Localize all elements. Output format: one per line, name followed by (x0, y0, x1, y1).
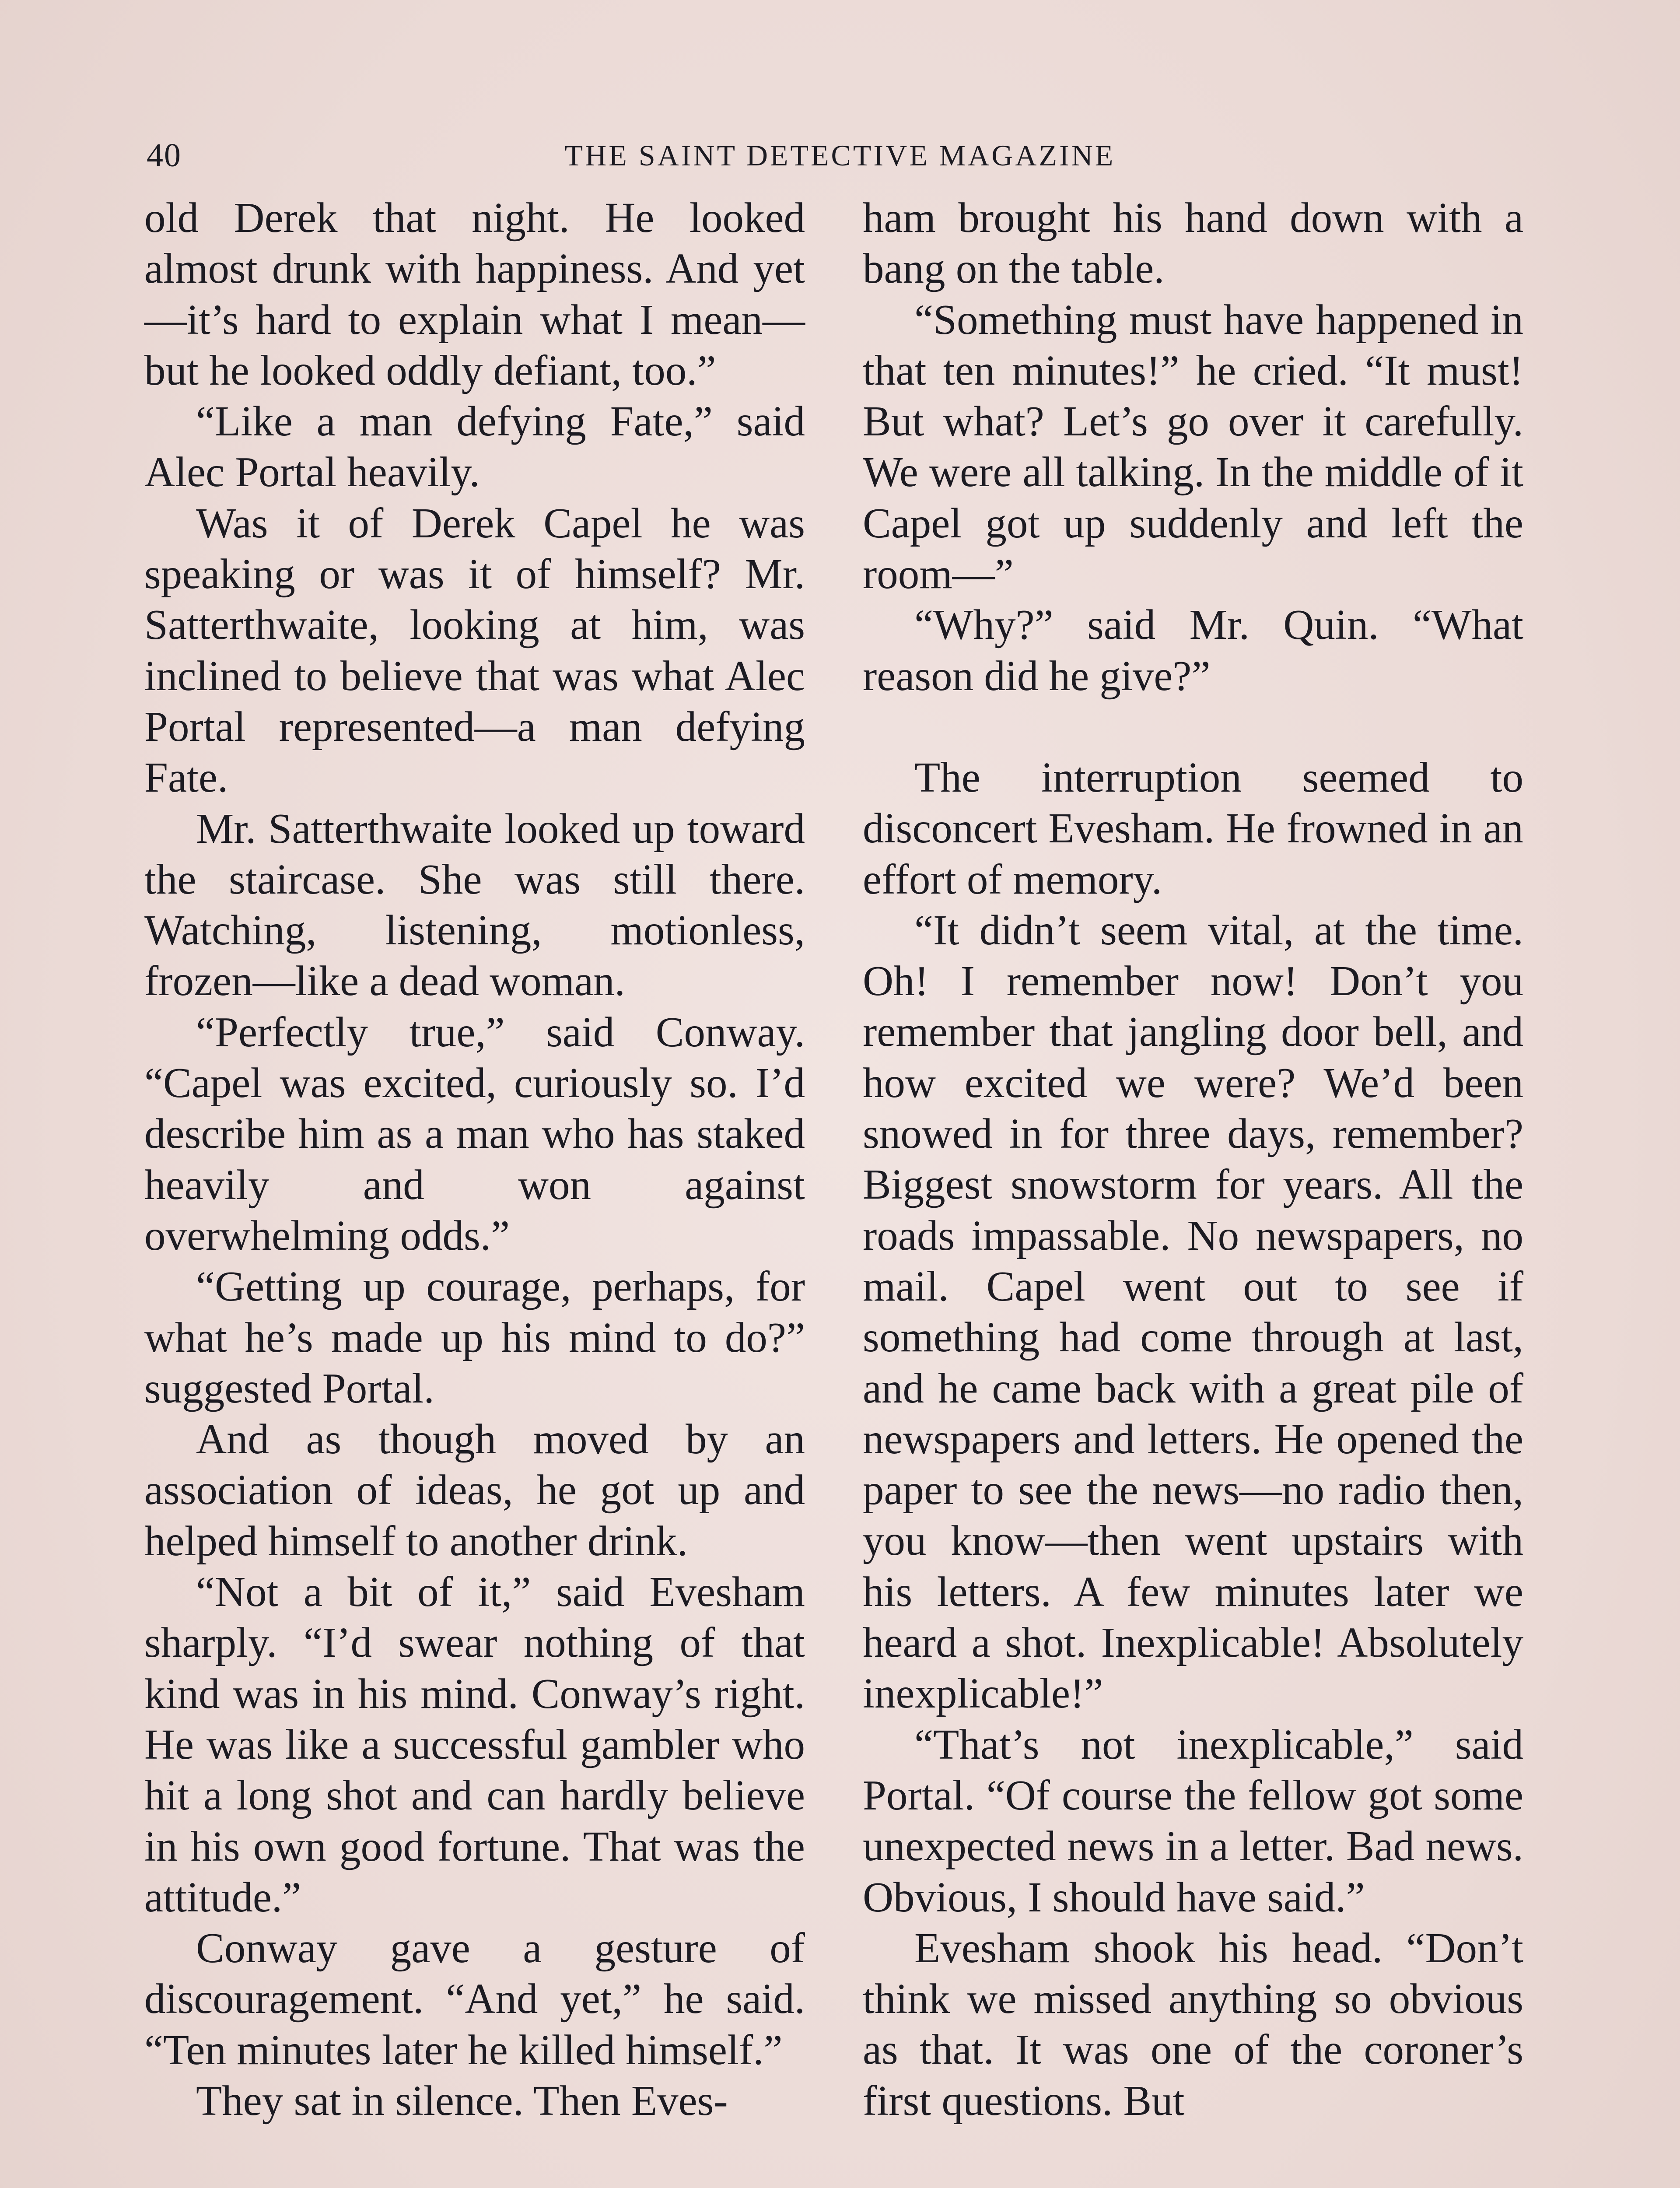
paragraph: Conway gave a gesture of discouragement. “And yet,” he said. “Ten minutes later he killed himself.” (144, 1925, 805, 2073)
paragraph: The interruption seemed to disconcert Evesham. He frowned in an effort of memory. (863, 754, 1523, 903)
paragraph: “It didn’t seem vital, at the time. Oh! I remember now! Don’t you remember that jangling door bell, and how excited we were? We’d been snowed in for three days, remember? Biggest snowstorm for years. All the roads impassable. No newspapers, no mail. Capel went out to see if something had come through at last, and he came back with a great pile of newspapers and letters. He opened the paper to see the news—no radio then, you know—then went upstairs with his letters. A few minutes later we heard a shot. Inexplicable! Absolutely inexplicable!” (863, 906, 1523, 1717)
left-text-column (144, 193, 805, 2126)
magazine-title: THE SAINT DETECTIVE MAGAZINE (564, 139, 1116, 172)
paragraph: “Not a bit of it,” said Evesham sharply. “I’d swear nothing of that kind was in his mind. Conway’s right. He was like a successful gambler who hit a long shot and can hardly believe in his own good fortune. That was the attitude.” (144, 1568, 805, 1921)
paragraph: “Something must have happened in that ten minutes!” he cried. “It must! But what? Let’s go over it carefully. We were all talking. In the middle of it Capel got up suddenly and left the room—” (863, 296, 1523, 598)
paragraph: “Getting up courage, perhaps, for what he’s made up his mind to do?” suggested Portal. (144, 1263, 805, 1412)
paragraph: And as though moved by an association of ideas, he got up and helped himself to another drink. (144, 1416, 805, 1564)
paragraph: Evesham shook his head. “Don’t think we missed anything so obvious as that. It was one of the coroner’s first questions. But (863, 1924, 1523, 2124)
paragraph: Was it of Derek Capel he was speaking or was it of himself? Mr. Satterthwaite, looking at him, was inclined to believe that was what Alec Portal represented—a man defying Fate. (144, 499, 805, 801)
paragraph: old Derek that night. He looked almost drunk with happiness. And yet—it’s hard to explain what I mean—but he looked oddly defiant, too.” (144, 194, 805, 394)
paragraph: “That’s not inexplicable,” said Portal. “Of course the fellow got some unexpected news in a letter. Bad news. Obvious, I should have said.” (863, 1721, 1523, 1921)
right-text-column (863, 193, 1523, 2126)
paragraph: “Like a man defying Fate,” said Alec Portal heavily. (144, 398, 805, 496)
paragraph: “Perfectly true,” said Conway. “Capel was excited, curiously so. I’d describe him as a man who has staked heavily and won against overwhelming odds.” (144, 1008, 805, 1259)
paragraph: They sat in silence. Then Eves- (196, 2077, 728, 2124)
paragraph: “Why?” said Mr. Quin. “What reason did he give?” (863, 601, 1523, 699)
running-head (147, 131, 1533, 179)
page-number: 40 (147, 137, 182, 174)
paragraph: Mr. Satterthwaite looked up toward the staircase. She was still there. Watching, listening, motionless, frozen—like a dead woman. (144, 805, 805, 1005)
paragraph: ham brought his hand down with a bang on the table. (863, 194, 1523, 292)
